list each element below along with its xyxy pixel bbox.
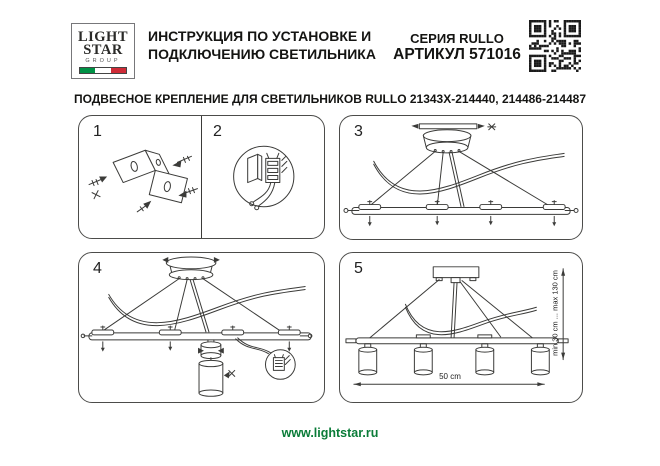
terminal-detail-drawing	[234, 146, 294, 210]
lightstar-logo	[71, 23, 135, 79]
qr-code-icon	[529, 20, 581, 72]
flag-green	[80, 68, 95, 73]
logo-line-2: STAR	[83, 41, 123, 58]
logo-line-1: LIGHT	[77, 29, 129, 45]
flag-red	[111, 68, 126, 73]
logo-line-3: GROUP	[85, 58, 121, 64]
panel-3-illustration	[340, 116, 582, 239]
panel-number-5: 5	[354, 260, 363, 277]
panel-number-1: 1	[93, 123, 102, 140]
panel-number-2: 2	[213, 123, 222, 140]
title-line-1: ИНСТРУКЦИЯ ПО УСТАНОВКЕ И	[148, 28, 372, 44]
footer-url: www.lightstar.ru	[281, 426, 379, 440]
panel-3	[339, 115, 583, 240]
bracket-drawing	[89, 150, 197, 212]
height-dimension-label: min 30 cm ... max 130 cm	[550, 270, 560, 356]
panel-4-illustration	[79, 253, 324, 402]
panel-number-3: 3	[354, 123, 363, 140]
italy-flag-icon	[79, 67, 127, 74]
subtitle: ПОДВЕСНОЕ КРЕПЛЕНИЕ ДЛЯ СВЕТИЛЬНИКОВ RULLO 21343X-214440, 214486-214487	[73, 92, 587, 106]
page-title	[148, 28, 408, 63]
flag-white	[95, 68, 110, 73]
panel-1-2-illustration	[79, 116, 324, 238]
series-article-block	[392, 31, 522, 64]
series-label: СЕРИЯ RULLO	[410, 31, 504, 46]
title-line-2: ПОДКЛЮЧЕНИЮ СВЕТИЛЬНИКА	[148, 45, 376, 62]
panel-number-4: 4	[93, 260, 102, 277]
article-label: АРТИКУЛ 571016	[393, 46, 521, 63]
panel-1-2	[78, 115, 325, 239]
panel-4	[78, 252, 325, 403]
width-dimension-label: 50 cm	[439, 372, 461, 381]
panel-5	[339, 252, 583, 403]
